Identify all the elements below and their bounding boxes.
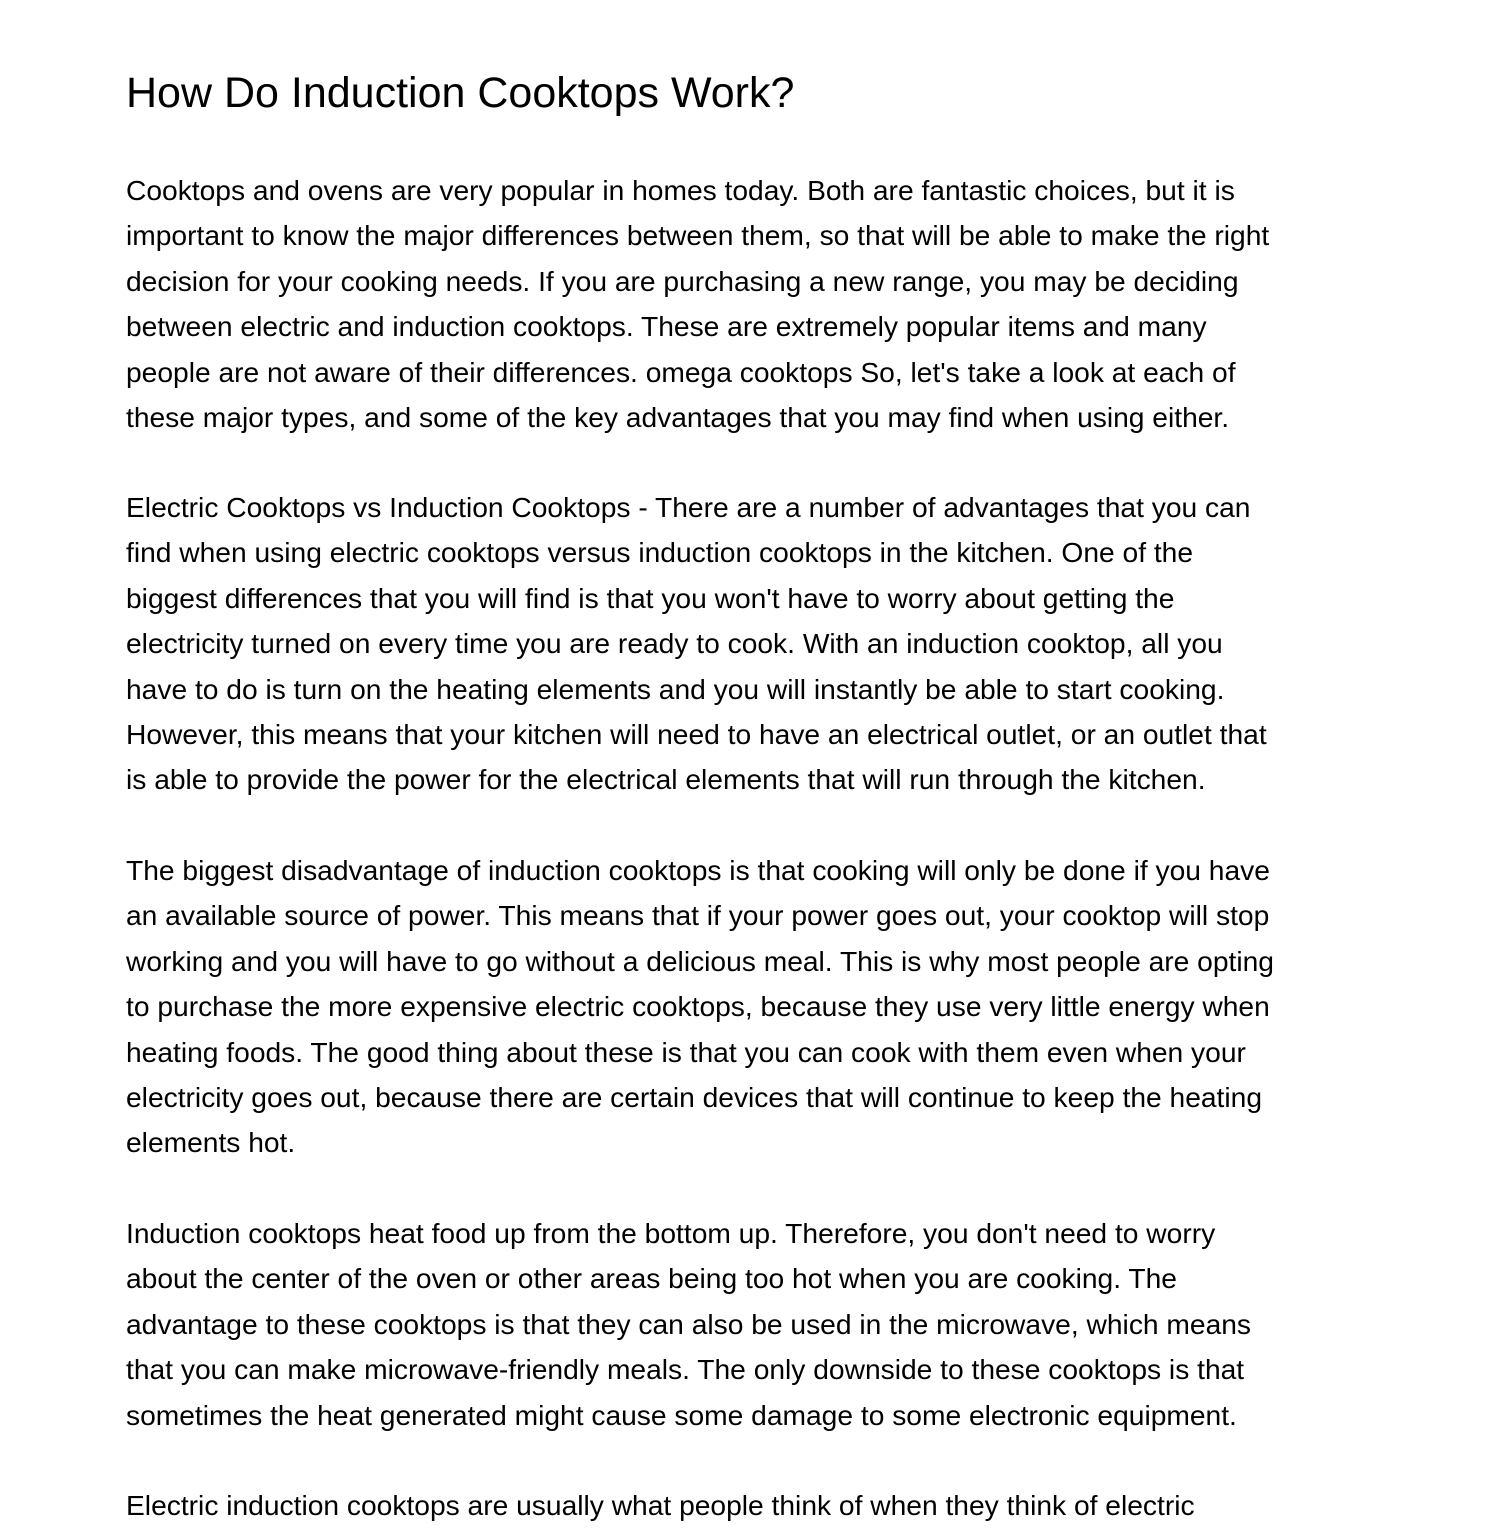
text-line: have to do is turn on the heating elements and you will instantly be able to start cooking.: [126, 672, 1225, 705]
paragraph: [126, 168, 1269, 440]
text-line: people are not aware of their differences. omega cooktops So, let's take a look at each of: [126, 355, 1236, 388]
text-line: about the center of the oven or other areas being too hot when you are cooking. The: [126, 1262, 1177, 1295]
text-line: sometimes the heat generated might cause some damage to some electronic equipment.: [126, 1398, 1237, 1431]
text-line: these major types, and some of the key advantages that you may find when using either.: [126, 401, 1230, 434]
text-line: electricity turned on every time you are ready to cook. With an induction cooktop, all you: [126, 627, 1223, 660]
text-line: working and you will have to go without a delicious meal. This is why most people are opting: [126, 944, 1274, 977]
text-line: The biggest disadvantage of induction cooktops is that cooking will only be done if you have: [126, 854, 1270, 886]
text-line: is able to provide the power for the electrical elements that will run through the kitchen.: [126, 763, 1206, 796]
text-line: decision for your cooking needs. If you are purchasing a new range, you may be deciding: [126, 264, 1239, 297]
text-line: advantage to these cooktops is that they can also be used in the microwave, which means: [126, 1307, 1252, 1340]
page-title: How Do Induction Cooktops Work?: [126, 69, 795, 117]
text-line: elements hot.: [126, 1126, 296, 1159]
text-line: heating foods. The good thing about these is that you can cook with them even when your: [126, 1035, 1246, 1068]
text-line: Induction cooktops heat food up from the bottom up. Therefore, you don't need to worry: [126, 1217, 1216, 1249]
text-line: an available source of power. This means that if your power goes out, your cooktop will stop: [126, 899, 1270, 932]
text-line: Cooktops and ovens are very popular in homes today. Both are fantastic choices, but it is: [126, 174, 1235, 206]
paragraph: [126, 848, 1274, 1166]
paragraph: [126, 1211, 1251, 1438]
text-line: electricity goes out, because there are certain devices that will continue to keep the heating: [126, 1081, 1263, 1114]
paragraph: [126, 485, 1267, 803]
text-line: important to know the major differences between them, so that will be able to make the right: [126, 219, 1270, 252]
text-line: However, this means that your kitchen will need to have an electrical outlet, or an outlet that: [126, 718, 1267, 751]
text-line: biggest differences that you will find is that you won't have to worry about getting the: [126, 581, 1175, 614]
paragraph: [126, 1483, 1195, 1528]
text-line: Electric induction cooktops are usually what people think of when they think of electric: [126, 1489, 1195, 1521]
text-line: find when using electric cooktops versus induction cooktops in the kitchen. One of the: [126, 536, 1194, 569]
text-line: that you can make microwave-friendly meals. The only downside to these cooktops is that: [126, 1353, 1245, 1386]
text-line: to purchase the more expensive electric cooktops, because they use very little energy when: [126, 990, 1270, 1023]
text-line: between electric and induction cooktops. These are extremely popular items and many: [126, 310, 1207, 343]
text-line: Electric Cooktops vs Induction Cooktops - There are a number of advantages that you can: [126, 491, 1251, 523]
